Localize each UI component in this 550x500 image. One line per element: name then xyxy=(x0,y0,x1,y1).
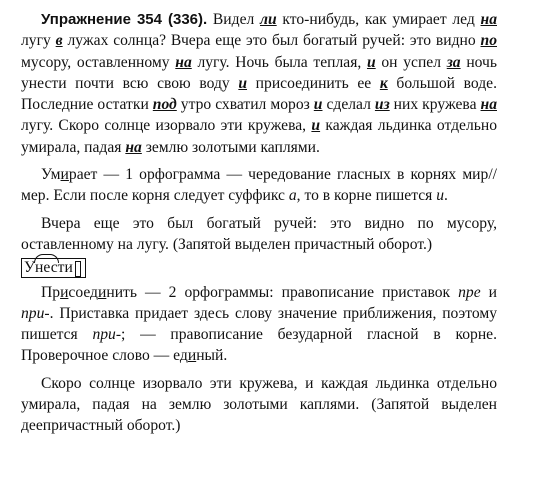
text-run: соед xyxy=(68,283,98,301)
marked-word: на xyxy=(480,96,497,114)
italic-prefix: пре xyxy=(458,283,481,301)
text-run: . xyxy=(444,187,448,205)
marked-word: из xyxy=(374,96,390,114)
italic-letter: и xyxy=(436,187,444,205)
marked-word: и xyxy=(313,96,323,114)
punctuation-note-1: Вчера еще это был богатый ручей: это видно по мусору, оставленному на лугу. (Запятой выделен причастный оборот.) xyxy=(21,214,497,253)
text-run: лугу. Ночь была теплая, xyxy=(191,53,367,71)
marked-word: к xyxy=(379,74,388,92)
text-run: утро схватил мороз xyxy=(176,96,314,114)
text-run: лугу xyxy=(21,32,56,50)
orthogram-letter: и xyxy=(97,283,107,301)
marked-word: по xyxy=(480,32,497,50)
text-run: Ум xyxy=(41,166,61,184)
text-run: них кружева xyxy=(389,96,481,114)
orthogram-letter: и xyxy=(60,283,69,301)
marked-word: на xyxy=(480,11,497,28)
text-run: и xyxy=(480,283,498,301)
text-run: ночь унести почти всю свою воду xyxy=(21,53,498,92)
word-prefix: У xyxy=(24,259,36,277)
orthogram-letter: и xyxy=(60,166,69,184)
text-run: мусору, оставленному xyxy=(21,53,176,71)
text-run: присоединить ее xyxy=(247,74,380,92)
orthogram-letter: и xyxy=(187,347,197,365)
text-run: ; — правописание безударной гласной в корне. Проверочное слово — ед xyxy=(21,326,498,365)
text-run: рает — 1 орфограмма — чередование гласных в корнях мир//мер. Если после корня следует суффикс xyxy=(21,166,497,205)
word-analysis-box xyxy=(21,258,86,277)
marked-word: на xyxy=(175,53,192,71)
marked-word: на xyxy=(125,138,142,156)
word-ending: ти xyxy=(57,259,73,277)
text-run: он успел xyxy=(375,53,447,71)
italic-prefix: при- xyxy=(21,304,50,322)
exercise-title: Упражнение 354 (336). xyxy=(41,11,208,28)
text-run: ный. xyxy=(196,347,228,365)
text-run: кто-нибудь, как умирает лед xyxy=(276,11,481,28)
marked-word: за xyxy=(446,53,461,71)
text-run: большой воде. Последние остатки xyxy=(21,74,497,114)
italic-letter: а xyxy=(288,187,297,205)
text-run: лужах солнца? Вчера еще это был богатый ручей: это видно xyxy=(62,32,481,50)
marked-word: и xyxy=(311,117,321,135)
text-run: , то в корне пишется xyxy=(296,187,437,205)
word-root: нес xyxy=(35,259,58,277)
ending-mark xyxy=(75,261,81,277)
marked-word: под xyxy=(152,96,177,114)
text-run: Видел xyxy=(207,11,260,28)
italic-prefix: при- xyxy=(92,326,122,344)
marked-word: ли xyxy=(259,11,277,28)
orthogram-note-2 xyxy=(21,282,497,367)
orthogram-note-1 xyxy=(21,164,497,207)
punctuation-note-2: Скоро солнце изорвало эти кружева, и каждая льдинка отдельно умирала, падая на землю золотыми каплями. (Запятой выделен деепричастный оборот.) xyxy=(21,374,497,435)
text-run: лугу. Скоро солнце изорвало эти кружева, xyxy=(21,117,312,135)
exercise-text xyxy=(21,9,497,158)
text-run: сделал xyxy=(322,96,375,114)
text-run: нить — 2 орфограммы: правописание приставок xyxy=(106,283,459,301)
marked-word: и xyxy=(366,53,376,71)
marked-word: в xyxy=(55,32,63,50)
text-run: . Приставка придает здесь слову значение приближения, поэтому пишется xyxy=(21,304,497,344)
text-run: землю золотыми каплями. xyxy=(141,138,320,156)
text-run: каждая льдинка отдельно умирала, падая xyxy=(21,117,497,156)
marked-word: и xyxy=(238,74,248,92)
text-run: Пр xyxy=(41,283,61,301)
